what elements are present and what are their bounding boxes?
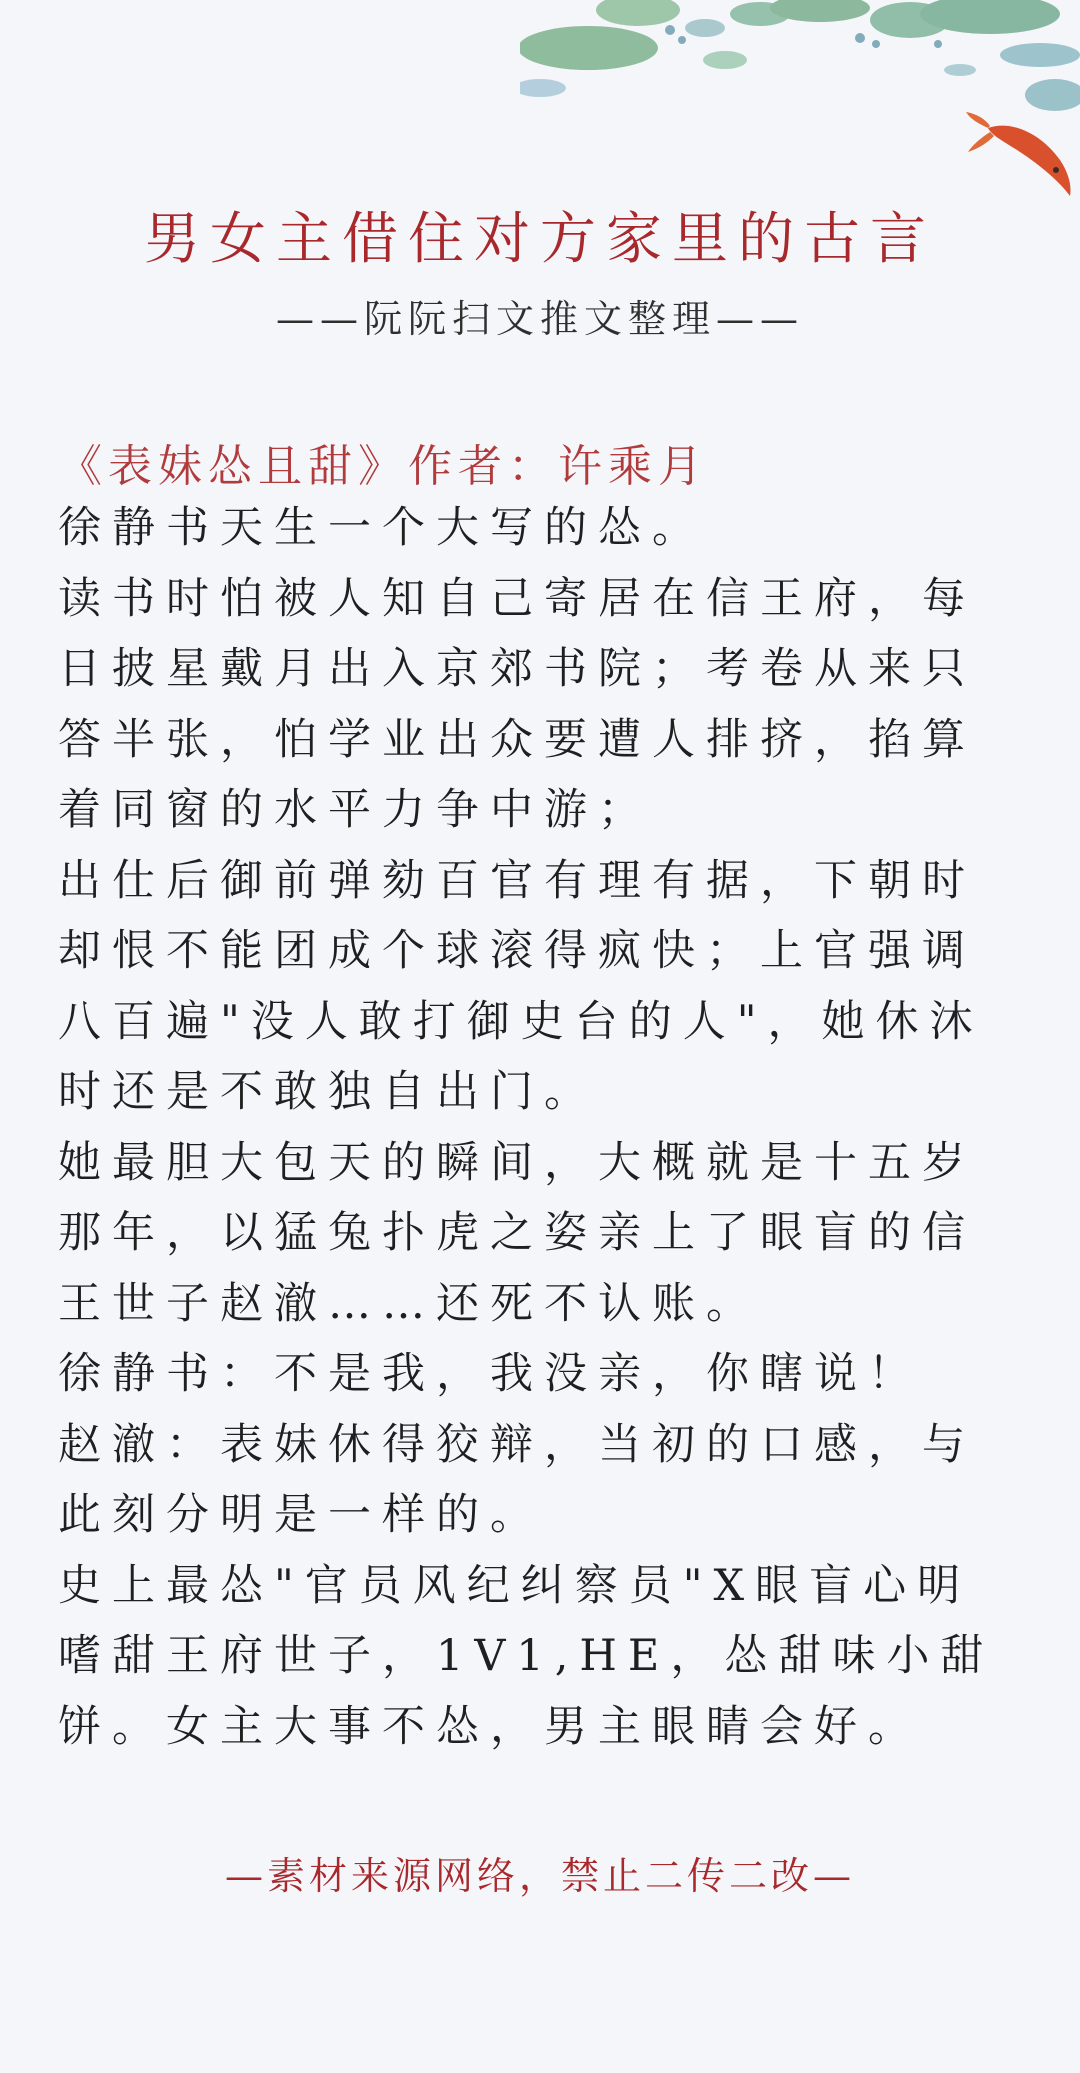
lotus-leaf-icon xyxy=(520,26,658,70)
lotus-leaf-icon xyxy=(944,64,976,76)
lotus-leaf-icon xyxy=(596,0,680,26)
synopsis-line: 八百遍"没人敢打御史台的人"，她休沐 xyxy=(58,996,984,1047)
synopsis-line: 时还是不敢独自出门。 xyxy=(58,1067,598,1117)
koi-fish-icon xyxy=(966,112,1071,196)
lotus-leaf-icon xyxy=(1025,79,1080,111)
book-synopsis xyxy=(58,493,1028,1762)
lotus-leaf-icon xyxy=(703,51,747,69)
synopsis-line: 出仕后御前弹劾百官有理有据，下朝时 xyxy=(58,855,976,906)
synopsis-line: 此刻分明是一样的。 xyxy=(58,1490,544,1540)
synopsis-line: 史上最怂"官员风纪纠察员"X眼盲心明 xyxy=(58,1560,972,1611)
synopsis-line: 那年，以猛兔扑虎之姿亲上了眼盲的信 xyxy=(58,1208,976,1258)
synopsis-line: 读书时怕被人知自己寄居在信王府，每 xyxy=(58,573,976,624)
source-notice: —素材来源网络，禁止二传二改— xyxy=(224,1854,855,1898)
synopsis-line: 王世子赵澈……还死不认账。 xyxy=(58,1278,760,1329)
lotus-leaf-icon xyxy=(685,19,725,37)
synopsis-line: 她最胆大包天的瞬间，大概就是十五岁 xyxy=(58,1137,976,1188)
page-title: 男女主借住对方家里的古言 xyxy=(144,207,936,272)
synopsis-line: 徐静书天生一个大写的怂。 xyxy=(58,503,706,553)
synopsis-line: 日披星戴月出入京郊书院；考卷从来只 xyxy=(58,644,976,694)
lotus-koi-decoration xyxy=(520,0,1080,200)
synopsis-line: 嗜甜王府世子，1V1,HE，怂甜味小甜 xyxy=(58,1631,995,1681)
lotus-leaf-icon xyxy=(520,79,566,97)
book-heading: 《表妹怂且甜》作者：许乘月 xyxy=(58,441,708,492)
lotus-leaf-icon xyxy=(1000,43,1080,67)
page-subtitle: ——阮阮扫文推文整理—— xyxy=(275,297,804,341)
synopsis-line: 着同窗的水平力争中游； xyxy=(58,785,652,835)
synopsis-line: 却恨不能团成个球滚得疯快；上官强调 xyxy=(58,926,976,976)
synopsis-line: 答半张，怕学业出众要遭人排挤，掐算 xyxy=(58,714,976,765)
synopsis-line: 徐静书：不是我，我没亲，你瞎说！ xyxy=(58,1349,922,1399)
synopsis-line: 饼。女主大事不怂，男主眼睛会好。 xyxy=(58,1701,922,1752)
synopsis-line: 赵澈：表妹休得狡辩，当初的口感，与 xyxy=(58,1419,976,1470)
